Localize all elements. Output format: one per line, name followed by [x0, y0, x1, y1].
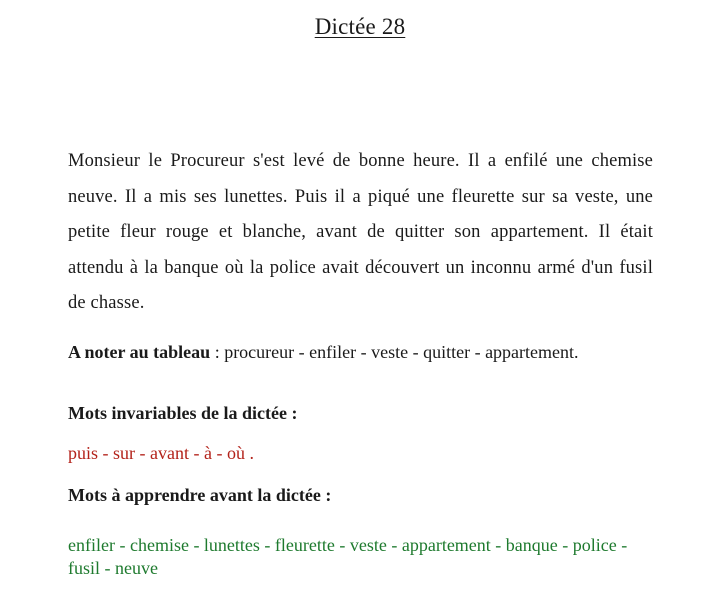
dictation-text: Monsieur le Procureur s'est levé de bonne heure. Il a enfilé une chemise neuve. Il a mis ses lunettes. Puis il a piqué une fleurette sur sa veste, une petite fleur rouge et blanche, avant de quitter son appartement. Il était attendu à la banque où la police avait découvert un inconnu armé d'un fusil de chasse.: [68, 151, 653, 313]
invariable-words-heading: Mots invariables de la dictée :: [68, 403, 298, 423]
board-note-label: A noter au tableau: [68, 342, 211, 362]
invariable-words-list: puis - sur - avant - à - où .: [68, 443, 254, 463]
words-to-learn-heading: Mots à apprendre avant la dictée :: [68, 485, 332, 505]
page-title: Dictée 28: [314, 14, 406, 39]
board-note-words: : procureur - enfiler - veste - quitter - appartement.: [210, 342, 579, 362]
words-to-learn-list: enfiler - chemise - lunettes - fleurette - veste - appartement - banque - police - fusil - neuve: [68, 535, 628, 578]
board-note: [68, 341, 658, 363]
